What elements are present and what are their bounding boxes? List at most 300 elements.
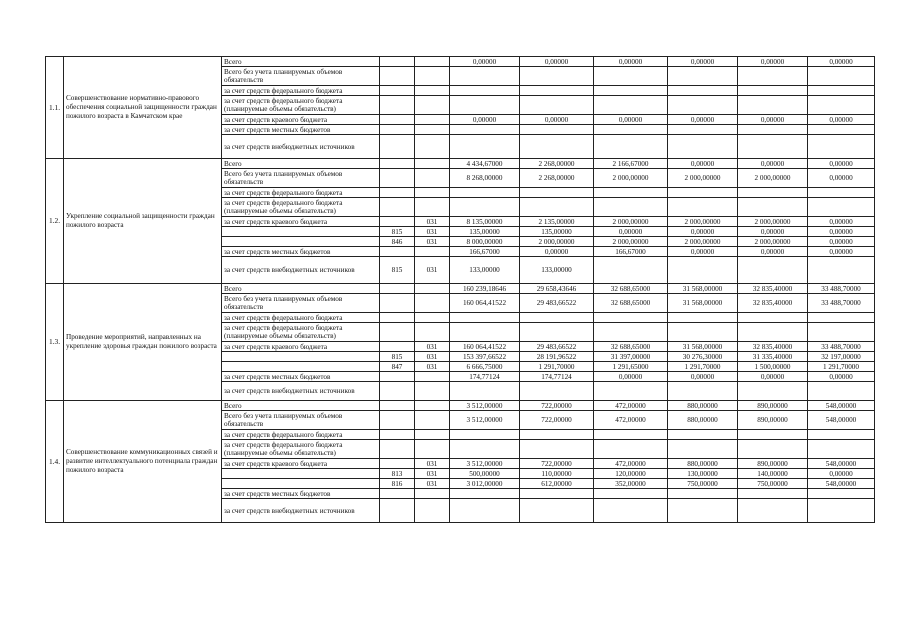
total-amount bbox=[450, 125, 520, 135]
total-amount: 0,00000 bbox=[450, 115, 520, 125]
section-name: Укрепление социальной защищенности граждан пожилого возраста bbox=[64, 159, 222, 284]
year-amount: 2 000,00000 bbox=[668, 217, 738, 227]
year-amount: 0,00000 bbox=[594, 57, 668, 67]
total-amount: 166,67000 bbox=[450, 247, 520, 257]
year-amount: 0,00000 bbox=[808, 227, 875, 237]
year-amount: 0,00000 bbox=[738, 247, 808, 257]
year-amount: 166,67000 bbox=[594, 247, 668, 257]
program-code bbox=[415, 67, 450, 86]
grbs-code bbox=[380, 217, 415, 227]
funding-source: за счет средств федерального бюджета bbox=[222, 430, 380, 440]
total-amount: 8 268,00000 bbox=[450, 169, 520, 188]
program-code bbox=[415, 411, 450, 430]
year-amount bbox=[520, 499, 594, 523]
grbs-code: 846 bbox=[380, 237, 415, 247]
year-amount bbox=[594, 489, 668, 499]
year-amount bbox=[594, 257, 668, 284]
year-amount: 0,00000 bbox=[808, 115, 875, 125]
total-amount bbox=[450, 440, 520, 459]
year-amount bbox=[594, 323, 668, 342]
program-code bbox=[415, 372, 450, 382]
year-amount bbox=[520, 198, 594, 217]
year-amount: 32 835,40000 bbox=[738, 284, 808, 294]
year-amount bbox=[808, 257, 875, 284]
table-row bbox=[46, 57, 875, 67]
funding-source: Всего bbox=[222, 159, 380, 169]
section-number: 1.4. bbox=[46, 401, 64, 523]
program-code: 031 bbox=[415, 217, 450, 227]
year-amount: 548,00000 bbox=[808, 459, 875, 469]
year-amount: 2 268,00000 bbox=[520, 169, 594, 188]
total-amount bbox=[450, 499, 520, 523]
year-amount bbox=[594, 67, 668, 86]
program-code: 031 bbox=[415, 257, 450, 284]
total-amount: 3 512,00000 bbox=[450, 459, 520, 469]
year-amount bbox=[668, 489, 738, 499]
year-amount bbox=[520, 313, 594, 323]
year-amount: 890,00000 bbox=[738, 459, 808, 469]
section-name: Проведение мероприятий, направленных на укрепление здоровья граждан пожилого возраста bbox=[64, 284, 222, 401]
year-amount: 722,00000 bbox=[520, 401, 594, 411]
year-amount bbox=[808, 96, 875, 115]
program-code bbox=[415, 284, 450, 294]
year-amount: 0,00000 bbox=[808, 159, 875, 169]
grbs-code bbox=[380, 411, 415, 430]
year-amount bbox=[668, 313, 738, 323]
budget-table-body bbox=[46, 57, 875, 523]
year-amount bbox=[808, 382, 875, 401]
year-amount bbox=[594, 313, 668, 323]
funding-source: за счет средств местных бюджетов bbox=[222, 372, 380, 382]
program-code bbox=[415, 125, 450, 135]
year-amount bbox=[668, 198, 738, 217]
year-amount: 0,00000 bbox=[738, 159, 808, 169]
year-amount: 0,00000 bbox=[738, 115, 808, 125]
year-amount: 32 197,00000 bbox=[808, 352, 875, 362]
grbs-code bbox=[380, 169, 415, 188]
year-amount: 2 000,00000 bbox=[594, 169, 668, 188]
year-amount: 722,00000 bbox=[520, 411, 594, 430]
program-code: 031 bbox=[415, 352, 450, 362]
year-amount: 0,00000 bbox=[808, 237, 875, 247]
year-amount bbox=[594, 125, 668, 135]
year-amount: 0,00000 bbox=[738, 372, 808, 382]
year-amount: 133,00000 bbox=[520, 257, 594, 284]
year-amount bbox=[668, 440, 738, 459]
year-amount: 0,00000 bbox=[520, 115, 594, 125]
year-amount: 0,00000 bbox=[594, 372, 668, 382]
program-code: 031 bbox=[415, 362, 450, 372]
year-amount bbox=[594, 96, 668, 115]
section-name: Совершенствование нормативно-правового обеспечения социальной защищенности граждан пожилого возраста в Камчатском крае bbox=[64, 57, 222, 159]
grbs-code bbox=[380, 401, 415, 411]
year-amount: 2 000,00000 bbox=[668, 169, 738, 188]
table-row bbox=[46, 159, 875, 169]
year-amount: 0,00000 bbox=[808, 372, 875, 382]
program-code: 031 bbox=[415, 479, 450, 489]
year-amount bbox=[738, 440, 808, 459]
year-amount: 890,00000 bbox=[738, 411, 808, 430]
year-amount: 30 276,30000 bbox=[668, 352, 738, 362]
funding-source: Всего без учета планируемых объемов обязательств bbox=[222, 67, 380, 86]
total-amount bbox=[450, 188, 520, 198]
year-amount: 0,00000 bbox=[808, 247, 875, 257]
table-row bbox=[46, 401, 875, 411]
total-amount bbox=[450, 96, 520, 115]
program-code bbox=[415, 430, 450, 440]
year-amount: 750,00000 bbox=[738, 479, 808, 489]
funding-source: Всего bbox=[222, 284, 380, 294]
program-code bbox=[415, 382, 450, 401]
total-amount: 160 064,41522 bbox=[450, 342, 520, 352]
grbs-code: 815 bbox=[380, 257, 415, 284]
total-amount: 500,00000 bbox=[450, 469, 520, 479]
year-amount bbox=[520, 489, 594, 499]
funding-source: за счет средств федерального бюджета bbox=[222, 86, 380, 96]
grbs-code bbox=[380, 372, 415, 382]
grbs-code bbox=[380, 188, 415, 198]
year-amount: 2 135,00000 bbox=[520, 217, 594, 227]
grbs-code bbox=[380, 342, 415, 352]
year-amount bbox=[668, 257, 738, 284]
year-amount: 2 166,67000 bbox=[594, 159, 668, 169]
funding-source: Всего без учета планируемых объемов обязательств bbox=[222, 411, 380, 430]
grbs-code bbox=[380, 247, 415, 257]
year-amount bbox=[668, 430, 738, 440]
year-amount: 0,00000 bbox=[738, 227, 808, 237]
year-amount: 1 500,00000 bbox=[738, 362, 808, 372]
year-amount bbox=[808, 86, 875, 96]
funding-source bbox=[222, 237, 380, 247]
program-code: 031 bbox=[415, 227, 450, 237]
total-amount: 8 135,00000 bbox=[450, 217, 520, 227]
total-amount bbox=[450, 323, 520, 342]
total-amount: 3 012,00000 bbox=[450, 479, 520, 489]
year-amount bbox=[738, 86, 808, 96]
year-amount bbox=[520, 382, 594, 401]
year-amount: 140,00000 bbox=[738, 469, 808, 479]
year-amount: 0,00000 bbox=[668, 247, 738, 257]
funding-source bbox=[222, 227, 380, 237]
year-amount bbox=[668, 67, 738, 86]
grbs-code bbox=[380, 135, 415, 159]
year-amount: 135,00000 bbox=[520, 227, 594, 237]
year-amount: 0,00000 bbox=[520, 247, 594, 257]
year-amount: 880,00000 bbox=[668, 401, 738, 411]
year-amount: 29 658,43646 bbox=[520, 284, 594, 294]
year-amount bbox=[738, 125, 808, 135]
grbs-code: 847 bbox=[380, 362, 415, 372]
year-amount bbox=[808, 323, 875, 342]
year-amount: 2 000,00000 bbox=[668, 237, 738, 247]
year-amount bbox=[738, 489, 808, 499]
year-amount bbox=[738, 135, 808, 159]
total-amount: 133,00000 bbox=[450, 257, 520, 284]
grbs-code bbox=[380, 57, 415, 67]
year-amount: 130,00000 bbox=[668, 469, 738, 479]
year-amount: 0,00000 bbox=[668, 227, 738, 237]
funding-source: за счет средств краевого бюджета bbox=[222, 342, 380, 352]
funding-source: Всего bbox=[222, 57, 380, 67]
year-amount bbox=[668, 86, 738, 96]
grbs-code bbox=[380, 489, 415, 499]
total-amount: 3 512,00000 bbox=[450, 411, 520, 430]
grbs-code bbox=[380, 284, 415, 294]
year-amount: 31 568,00000 bbox=[668, 284, 738, 294]
funding-source: за счет средств краевого бюджета bbox=[222, 217, 380, 227]
total-amount: 4 434,67000 bbox=[450, 159, 520, 169]
funding-source: за счет средств федерального бюджета (планируемые объемы обязательств) bbox=[222, 198, 380, 217]
program-code bbox=[415, 169, 450, 188]
funding-source: Всего без учета планируемых объемов обязательств bbox=[222, 169, 380, 188]
year-amount: 0,00000 bbox=[668, 372, 738, 382]
program-code bbox=[415, 96, 450, 115]
year-amount bbox=[738, 67, 808, 86]
total-amount: 160 064,41522 bbox=[450, 294, 520, 313]
year-amount: 750,00000 bbox=[668, 479, 738, 489]
year-amount: 120,00000 bbox=[594, 469, 668, 479]
year-amount: 880,00000 bbox=[668, 411, 738, 430]
total-amount bbox=[450, 135, 520, 159]
year-amount bbox=[520, 323, 594, 342]
year-amount: 0,00000 bbox=[808, 169, 875, 188]
total-amount: 0,00000 bbox=[450, 57, 520, 67]
year-amount: 31 335,40000 bbox=[738, 352, 808, 362]
program-code: 031 bbox=[415, 459, 450, 469]
year-amount: 110,00000 bbox=[520, 469, 594, 479]
budget-table bbox=[45, 56, 875, 523]
year-amount bbox=[594, 188, 668, 198]
funding-source: за счет средств внебюджетных источников bbox=[222, 499, 380, 523]
total-amount: 3 512,00000 bbox=[450, 401, 520, 411]
program-code bbox=[415, 489, 450, 499]
year-amount: 0,00000 bbox=[738, 57, 808, 67]
year-amount bbox=[520, 125, 594, 135]
year-amount: 32 688,65000 bbox=[594, 294, 668, 313]
year-amount: 2 000,00000 bbox=[738, 237, 808, 247]
year-amount bbox=[594, 440, 668, 459]
year-amount bbox=[738, 96, 808, 115]
year-amount bbox=[808, 135, 875, 159]
program-code bbox=[415, 198, 450, 217]
total-amount bbox=[450, 86, 520, 96]
funding-source: за счет средств федерального бюджета (планируемые объемы обязательств) bbox=[222, 323, 380, 342]
total-amount: 153 397,66522 bbox=[450, 352, 520, 362]
year-amount bbox=[520, 86, 594, 96]
year-amount: 33 488,70000 bbox=[808, 284, 875, 294]
total-amount: 160 239,18646 bbox=[450, 284, 520, 294]
year-amount bbox=[668, 96, 738, 115]
year-amount: 0,00000 bbox=[594, 115, 668, 125]
funding-source: за счет средств федерального бюджета bbox=[222, 313, 380, 323]
grbs-code: 815 bbox=[380, 352, 415, 362]
year-amount: 548,00000 bbox=[808, 401, 875, 411]
year-amount bbox=[668, 135, 738, 159]
year-amount bbox=[808, 125, 875, 135]
section-number: 1.3. bbox=[46, 284, 64, 401]
grbs-code bbox=[380, 115, 415, 125]
year-amount: 2 000,00000 bbox=[738, 217, 808, 227]
year-amount: 548,00000 bbox=[808, 411, 875, 430]
year-amount bbox=[738, 198, 808, 217]
program-code bbox=[415, 159, 450, 169]
year-amount: 612,00000 bbox=[520, 479, 594, 489]
year-amount: 0,00000 bbox=[594, 227, 668, 237]
funding-source: Всего без учета планируемых объемов обязательств bbox=[222, 294, 380, 313]
year-amount: 0,00000 bbox=[808, 217, 875, 227]
funding-source: за счет средств внебюджетных источников bbox=[222, 382, 380, 401]
year-amount: 2 000,00000 bbox=[594, 237, 668, 247]
year-amount: 0,00000 bbox=[668, 159, 738, 169]
year-amount: 472,00000 bbox=[594, 411, 668, 430]
grbs-code bbox=[380, 96, 415, 115]
program-code: 031 bbox=[415, 342, 450, 352]
year-amount bbox=[738, 430, 808, 440]
year-amount: 0,00000 bbox=[808, 57, 875, 67]
year-amount bbox=[520, 135, 594, 159]
year-amount bbox=[594, 430, 668, 440]
funding-source: Всего bbox=[222, 401, 380, 411]
section-name: Совершенствование коммуникационных связей и развитие интеллектуального потенциала граждан пожилого возраста bbox=[64, 401, 222, 523]
year-amount: 2 000,00000 bbox=[520, 237, 594, 247]
total-amount bbox=[450, 198, 520, 217]
funding-source: за счет средств местных бюджетов bbox=[222, 489, 380, 499]
year-amount bbox=[594, 135, 668, 159]
year-amount bbox=[668, 188, 738, 198]
year-amount bbox=[668, 499, 738, 523]
year-amount bbox=[594, 499, 668, 523]
year-amount: 722,00000 bbox=[520, 459, 594, 469]
year-amount bbox=[808, 440, 875, 459]
grbs-code: 813 bbox=[380, 469, 415, 479]
year-amount: 29 483,66522 bbox=[520, 342, 594, 352]
year-amount: 29 483,66522 bbox=[520, 294, 594, 313]
program-code bbox=[415, 188, 450, 198]
year-amount bbox=[520, 430, 594, 440]
year-amount: 31 397,00000 bbox=[594, 352, 668, 362]
funding-source: за счет средств федерального бюджета (планируемые объемы обязательств) bbox=[222, 96, 380, 115]
table-row bbox=[46, 284, 875, 294]
program-code: 031 bbox=[415, 469, 450, 479]
program-code bbox=[415, 115, 450, 125]
year-amount: 352,00000 bbox=[594, 479, 668, 489]
program-code bbox=[415, 323, 450, 342]
funding-source: за счет средств федерального бюджета bbox=[222, 188, 380, 198]
funding-source: за счет средств внебюджетных источников bbox=[222, 257, 380, 284]
program-code bbox=[415, 440, 450, 459]
year-amount: 472,00000 bbox=[594, 401, 668, 411]
grbs-code bbox=[380, 313, 415, 323]
year-amount bbox=[808, 499, 875, 523]
year-amount bbox=[594, 198, 668, 217]
program-code bbox=[415, 313, 450, 323]
grbs-code bbox=[380, 440, 415, 459]
year-amount: 2 000,00000 bbox=[594, 217, 668, 227]
grbs-code bbox=[380, 382, 415, 401]
grbs-code bbox=[380, 159, 415, 169]
year-amount: 28 191,96522 bbox=[520, 352, 594, 362]
year-amount: 548,00000 bbox=[808, 479, 875, 489]
funding-source bbox=[222, 479, 380, 489]
year-amount bbox=[520, 67, 594, 86]
year-amount bbox=[520, 188, 594, 198]
grbs-code bbox=[380, 67, 415, 86]
year-amount: 2 268,00000 bbox=[520, 159, 594, 169]
grbs-code: 815 bbox=[380, 227, 415, 237]
year-amount bbox=[594, 86, 668, 96]
program-code bbox=[415, 294, 450, 313]
total-amount bbox=[450, 489, 520, 499]
year-amount bbox=[808, 430, 875, 440]
year-amount bbox=[808, 313, 875, 323]
total-amount bbox=[450, 313, 520, 323]
year-amount: 1 291,65000 bbox=[594, 362, 668, 372]
year-amount: 0,00000 bbox=[808, 469, 875, 479]
grbs-code bbox=[380, 459, 415, 469]
year-amount: 1 291,70000 bbox=[520, 362, 594, 372]
grbs-code: 816 bbox=[380, 479, 415, 489]
funding-source bbox=[222, 469, 380, 479]
funding-source: за счет средств краевого бюджета bbox=[222, 115, 380, 125]
year-amount bbox=[668, 125, 738, 135]
program-code bbox=[415, 401, 450, 411]
year-amount bbox=[594, 382, 668, 401]
program-code bbox=[415, 499, 450, 523]
year-amount bbox=[738, 323, 808, 342]
grbs-code bbox=[380, 86, 415, 96]
year-amount: 32 688,65000 bbox=[594, 342, 668, 352]
year-amount: 31 568,00000 bbox=[668, 342, 738, 352]
grbs-code bbox=[380, 430, 415, 440]
year-amount: 472,00000 bbox=[594, 459, 668, 469]
program-code bbox=[415, 57, 450, 67]
funding-source: за счет средств местных бюджетов bbox=[222, 247, 380, 257]
year-amount: 0,00000 bbox=[668, 115, 738, 125]
funding-source bbox=[222, 352, 380, 362]
funding-source: за счет средств внебюджетных источников bbox=[222, 135, 380, 159]
funding-source: за счет средств федерального бюджета (планируемые объемы обязательств) bbox=[222, 440, 380, 459]
year-amount: 32 835,40000 bbox=[738, 342, 808, 352]
funding-source: за счет средств местных бюджетов bbox=[222, 125, 380, 135]
year-amount: 0,00000 bbox=[520, 57, 594, 67]
program-code bbox=[415, 247, 450, 257]
total-amount: 174,77124 bbox=[450, 372, 520, 382]
year-amount bbox=[738, 257, 808, 284]
year-amount bbox=[738, 499, 808, 523]
total-amount: 135,00000 bbox=[450, 227, 520, 237]
year-amount: 32 835,40000 bbox=[738, 294, 808, 313]
year-amount: 890,00000 bbox=[738, 401, 808, 411]
year-amount: 31 568,00000 bbox=[668, 294, 738, 313]
year-amount bbox=[668, 323, 738, 342]
grbs-code bbox=[380, 294, 415, 313]
funding-source bbox=[222, 362, 380, 372]
section-number: 1.2. bbox=[46, 159, 64, 284]
year-amount bbox=[808, 198, 875, 217]
year-amount bbox=[808, 489, 875, 499]
total-amount: 8 000,00000 bbox=[450, 237, 520, 247]
year-amount: 32 688,65000 bbox=[594, 284, 668, 294]
year-amount bbox=[738, 313, 808, 323]
year-amount bbox=[808, 188, 875, 198]
total-amount: 6 666,75000 bbox=[450, 362, 520, 372]
section-number: 1.1. bbox=[46, 57, 64, 159]
year-amount bbox=[808, 67, 875, 86]
total-amount bbox=[450, 382, 520, 401]
program-code bbox=[415, 135, 450, 159]
grbs-code bbox=[380, 125, 415, 135]
program-code: 031 bbox=[415, 237, 450, 247]
